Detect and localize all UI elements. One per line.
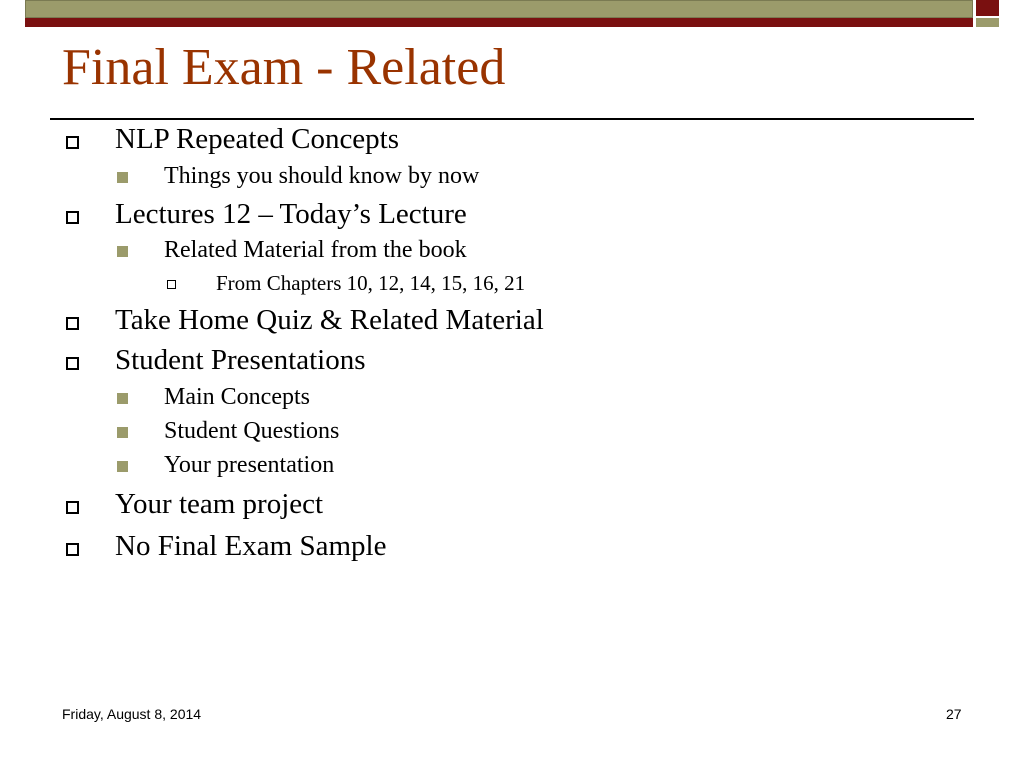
bullet-text: Main Concepts <box>164 384 310 410</box>
bullet-text: Your team project <box>115 488 324 520</box>
bullet-text: No Final Exam Sample <box>115 530 387 562</box>
hollow-square-bullet-icon <box>66 543 79 556</box>
bullet-text: From Chapters 10, 12, 14, 15, 16, 21 <box>216 271 526 295</box>
bullet-text: Lectures 12 – Today’s Lecture <box>115 198 467 230</box>
hollow-square-bullet-icon <box>66 501 79 514</box>
footer-date: Friday, August 8, 2014 <box>62 706 202 722</box>
slide-title: Final Exam - Related <box>62 39 506 96</box>
hollow-square-bullet-icon <box>66 136 79 149</box>
page-number: 27 <box>946 706 962 722</box>
solid-square-bullet-icon <box>117 427 128 438</box>
solid-square-bullet-icon <box>117 246 128 257</box>
hollow-square-bullet-icon <box>66 357 79 370</box>
bullet-text: Student Questions <box>164 418 340 444</box>
bullet-text: Your presentation <box>164 452 335 478</box>
solid-square-bullet-icon <box>117 172 128 183</box>
bullet-text: Related Material from the book <box>164 237 467 263</box>
hollow-square-bullet-icon <box>66 211 79 224</box>
bullet-text: Take Home Quiz & Related Material <box>115 304 544 336</box>
bullet-text: Things you should know by now <box>164 163 480 189</box>
solid-square-bullet-icon <box>117 461 128 472</box>
bullet-text: Student Presentations <box>115 344 366 376</box>
hollow-square-bullet-icon <box>66 317 79 330</box>
solid-square-bullet-icon <box>117 393 128 404</box>
bullet-text: NLP Repeated Concepts <box>115 123 400 155</box>
hollow-square-bullet-icon <box>167 280 176 289</box>
